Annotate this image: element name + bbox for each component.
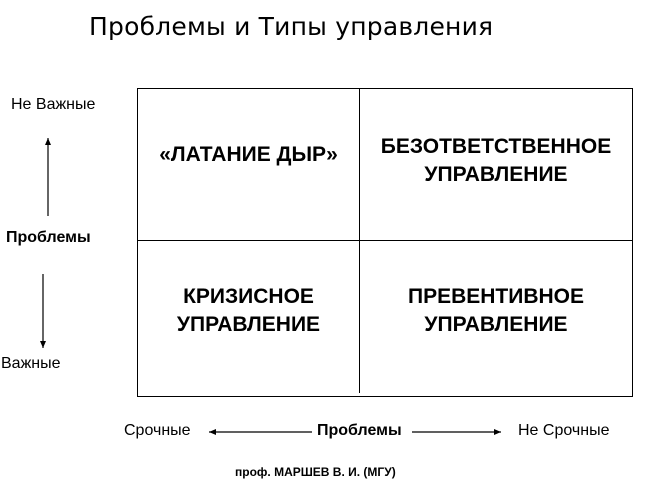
- quadrant-bottom-left-label: КРИЗИСНОЕ УПРАВЛЕНИЕ: [176, 285, 321, 336]
- quadrant-top-left-label: «ЛАТАНИЕ ДЫР»: [159, 143, 338, 166]
- x-axis-title: Проблемы: [317, 422, 402, 439]
- quadrant-top-right-label: БЕЗОТВЕТСТВЕННОЕ УПРАВЛЕНИЕ: [380, 135, 612, 186]
- matrix-horizontal-divider: [138, 240, 632, 241]
- y-axis-bottom-label: Важные: [1, 355, 61, 372]
- quadrant-matrix: [137, 88, 633, 397]
- y-axis-title: Проблемы: [6, 229, 91, 246]
- y-axis-top-label: Не Важные: [11, 96, 96, 113]
- footer-credit: проф. МАРШЕВ В. И. (МГУ): [235, 465, 396, 479]
- page-title: Проблемы и Типы управления: [89, 12, 494, 41]
- quadrant-bottom-right-label: ПРЕВЕНТИВНОЕ УПРАВЛЕНИЕ: [407, 285, 585, 336]
- x-axis-left-label: Срочные: [124, 422, 191, 439]
- x-axis-right-label: Не Срочные: [518, 422, 610, 439]
